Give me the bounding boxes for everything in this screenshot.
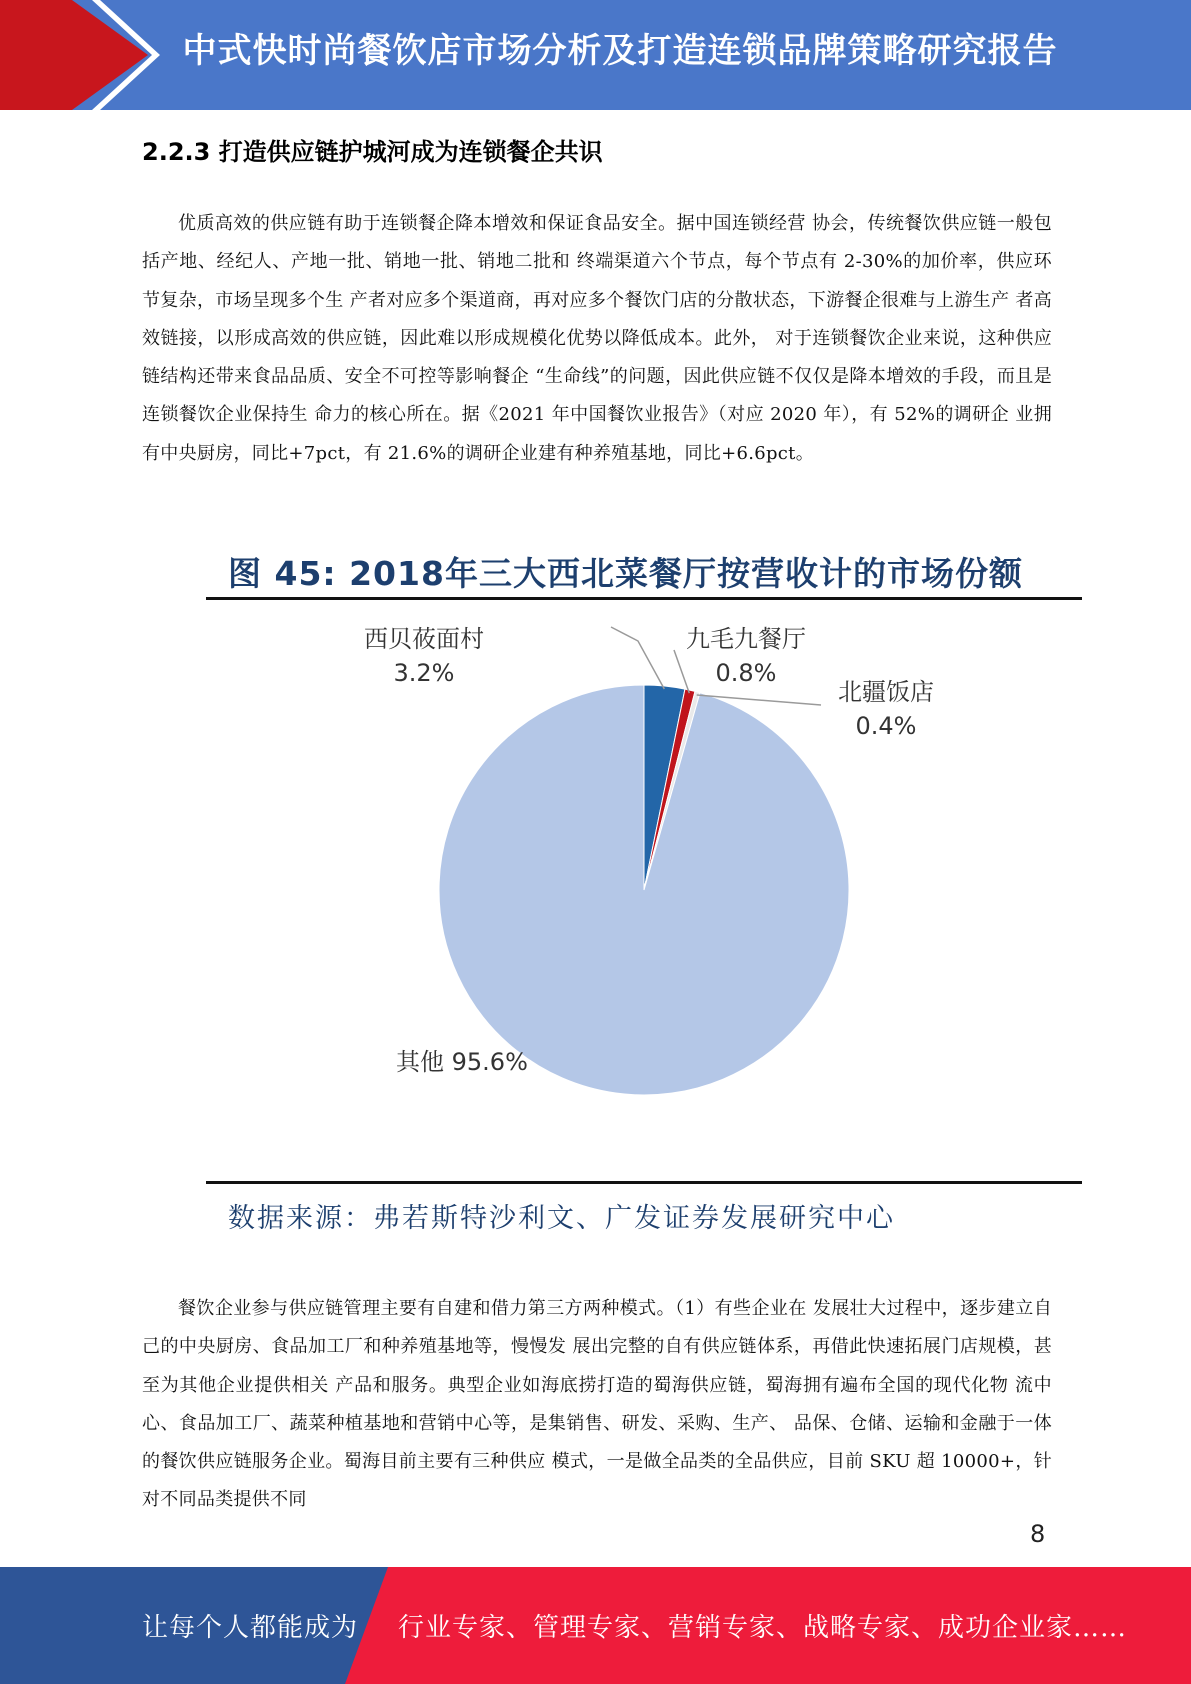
footer-slogan-left: 让每个人都能成为	[142, 1613, 359, 1643]
leader-line-jiumaojiu	[674, 650, 689, 693]
pie-label-other: 其他 95.6%	[396, 1048, 528, 1076]
pie-slice-other	[439, 685, 849, 1095]
pie-label-jiumaojiu: 九毛九餐厅	[686, 625, 806, 653]
pie-label-beijiang: 北疆饭店	[838, 678, 934, 706]
report-title: 中式快时尚餐饮店市场分析及打造连锁品牌策略研究报告	[182, 31, 1058, 71]
pie-slices	[439, 685, 849, 1095]
figure-source: 数据来源：弗若斯特沙利文、广发证券发展研究中心	[228, 1203, 895, 1234]
pie-value-jiumaojiu: 0.8%	[715, 659, 777, 687]
leader-line-xibei	[611, 627, 664, 689]
body-paragraph-2: 餐饮企业参与供应链管理主要有自建和借力第三方两种模式。（1）有些企业在 发展壮大过程中，逐步建立自己的中央厨房、食品加工厂和种养殖基地等，慢慢发 展出完整的自有供应链体系，再借此快速拓展门店规模，甚至为其他企业提供相关 产品和服务。典型企业如海底捞打造的蜀海供应链，蜀海拥有遍布全国的现代化物 流中心、食品加工厂、蔬菜种植基地和营销中心等，是集销售、研发、采购、生产、 品保、仓储、运输和金融于一体的餐饮供应链服务企业。蜀海目前主要有三种供应 模式，一是做全品类的全品供应，目前 SKU 超 10000+，针对不同品类提供不同	[142, 1298, 1052, 1511]
pie-value-xibei: 3.2%	[393, 659, 455, 687]
page-header	[0, 0, 1191, 110]
figure-bottom-rule	[206, 1181, 1082, 1184]
figure-title: 图 45: 2018年三大西北菜餐厅按营收计的市场份额	[228, 554, 1023, 593]
page-footer	[0, 1567, 1191, 1684]
pie-label-xibei: 西贝莜面村	[364, 625, 484, 653]
page-number: 8	[1030, 1520, 1046, 1548]
body-paragraph-1: 优质高效的供应链有助于连锁餐企降本增效和保证食品安全。据中国连锁经营 协会，传统餐饮供应链一般包括产地、经纪人、产地一批、销地一批、销地二批和 终端渠道六个节点，每个节点有 2-30%的加价率，供应环节复杂，市场呈现多个生 产者对应多个渠道商，再对应多个餐饮门店的分散状态，下游餐企很难与上游生产 者高效链接，以形成高效的供应链，因此难以形成规模化优势以降低成本。此外， 对于连锁餐饮企业来说，这种供应链结构还带来食品品质、安全不可控等影响餐企 “生命线”的问题，因此供应链不仅仅是降本增效的手段，而且是连锁餐饮企业保持生 命力的核心所在。据《2021 年中国餐饮业报告》（对应 2020 年），有 52%的调研企 业拥有中央厨房，同比+7pct，有 21.6%的调研企业建有种养殖基地，同比+6.6pct。	[142, 213, 1052, 464]
section-heading: 2.2.3 打造供应链护城河成为连锁餐企共识	[142, 138, 603, 166]
pie-value-beijiang: 0.4%	[855, 712, 917, 740]
pie-chart	[206, 600, 1082, 1180]
footer-slogan-right: 行业专家、管理专家、营销专家、战略专家、成功企业家……	[398, 1613, 1128, 1643]
